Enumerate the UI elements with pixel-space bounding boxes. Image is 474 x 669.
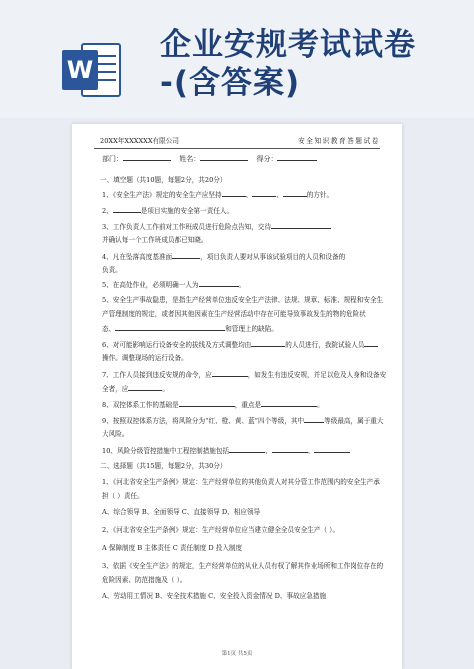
answer-blank[interactable] [199, 280, 239, 287]
answer-blank[interactable] [271, 222, 331, 229]
company-header: 20XX年XXXXXX有限公司 [100, 137, 179, 145]
section-fill-in: 一、填空题（共10题，每题2分，共20分） [100, 176, 227, 184]
q6-text: 态、 [102, 325, 116, 333]
page-title [160, 26, 416, 102]
answer-blank[interactable] [251, 340, 285, 347]
dept-field[interactable] [123, 154, 171, 161]
word-document-icon [62, 42, 122, 98]
q9-tail: 。 [317, 401, 324, 409]
q10-text: 9、按照双控体系方法，将风险分为“红、橙、黄、蓝”四个等级，其中 [102, 417, 305, 425]
q3-text: 3、工作负责人工作前对工作班成员进行危险点告知，交待 [102, 223, 272, 231]
name-label: 姓名： [179, 155, 201, 163]
answer-blank[interactable] [212, 370, 248, 377]
section-choice: 二、选择题（共15题，每题2分，共30分） [100, 462, 227, 470]
q2-text: 是项目实施的安全第一责任人。 [140, 207, 234, 215]
question-7-cont: 操作。调整现场的运行设备。 [102, 354, 188, 362]
q8-text: 7、工作人员接到违反安规的命令，应 [102, 371, 212, 379]
q8-tail: 。 [162, 385, 169, 393]
question-4-cont: 负责。 [102, 266, 122, 274]
choice-2: 2、《河北省安全生产条例》规定：生产经营单位应当建立健全全员安全生产（ ）。 [102, 526, 340, 534]
dept-label: 部门： [102, 155, 123, 163]
question-5 [102, 280, 245, 290]
q2-num: 2、 [102, 207, 113, 215]
q10-text-2: 等级最高，属于重大 [324, 417, 384, 425]
answer-blank[interactable] [115, 324, 225, 331]
question-9 [102, 400, 324, 410]
q11-text: 10、风险分级管控措施中工程控制措施包括 [102, 447, 230, 455]
question-10 [102, 416, 384, 426]
choice-3: 3、依据《安全生产法》的规定，生产经营单位的从业人员有权了解其作业场所和工作岗位存在的 [102, 562, 384, 570]
q8-text-2: ，如发生有违反安规，并足以危及人身和设备安 [247, 371, 387, 379]
answer-blank[interactable] [314, 446, 350, 453]
title-line-2: -(含答案) [160, 65, 301, 101]
q9-text: 8、双控体系工作的基础是 [102, 401, 179, 409]
page-number: 第1页 共5页 [221, 651, 253, 657]
q7-text: 6、对可能影响运行设备安全的拔线及方式调整均由 [102, 341, 252, 349]
q6-tail: 和管理上的缺陷。 [225, 325, 278, 333]
title-line-1: 企业安规考试试卷 [160, 27, 416, 63]
score-label: 得分： [256, 155, 278, 163]
answer-blank[interactable] [364, 340, 378, 347]
score-field[interactable] [277, 154, 317, 161]
header-rule [94, 148, 380, 149]
choice-3-cont: 危险因素、防范措施及（ ）。 [102, 576, 187, 584]
answer-blank[interactable] [272, 446, 308, 453]
choice-1: 1、《河北省安全生产条例》规定：生产经营单位的其他负责人对其分管工作范围内的安全生产承 [102, 478, 380, 486]
question-4 [102, 252, 345, 262]
word-icon-letter: W [66, 56, 94, 84]
q7-text-2: 的人员进行，我院试验人员 [285, 341, 365, 349]
banner [0, 0, 474, 118]
question-1: 1、《安全生产法》规定的安全生产应坚持 、 、 的方针。 [102, 191, 334, 199]
question-6: 5、安全生产事故隐患，是指生产经营单位违反安全生产法律、法规、规章、标准、规程和安全生 [102, 296, 384, 304]
exam-header: 安全知识教育答题试卷 [298, 137, 380, 145]
question-10-cont: 大风险。 [102, 430, 129, 438]
q4-text: 4、凡在坠落高度基准面 [102, 253, 173, 261]
question-11: 10、风险分级管控措施中工程控制措施包括 、 、 [102, 446, 350, 456]
question-3 [102, 222, 331, 232]
question-8 [102, 370, 386, 380]
answer-blank[interactable] [261, 400, 317, 407]
answer-blank[interactable] [179, 400, 235, 407]
question-7 [102, 340, 378, 350]
question-3-cont: 并确认每一个工作班成员都已知晓。 [102, 236, 208, 244]
answer-blank[interactable] [113, 206, 141, 213]
q4-text-2: ，项目负责人要对从事该试验项目的人员和设备的 [200, 253, 346, 261]
name-field[interactable] [200, 154, 248, 161]
answer-blank[interactable] [172, 252, 200, 259]
document-page [72, 124, 402, 669]
choice-3-options: A、劳动用工情况 B、安全技术措施 C、安全投入资金情况 D、事故应急措施 [102, 592, 327, 600]
choice-1-cont: 担（ ）责任。 [102, 492, 144, 500]
q5-tail: 。 [238, 281, 246, 289]
question-2 [102, 206, 233, 216]
choice-1-options: A、综合领导 B、全面领导 C、直接领导 D、相应领导 [102, 508, 261, 516]
answer-blank[interactable] [283, 190, 307, 197]
q9-text-2: ，重点是 [234, 401, 262, 409]
info-row [102, 154, 317, 164]
answer-blank[interactable] [128, 384, 162, 391]
answer-blank[interactable] [304, 416, 324, 423]
q5-text: 5、在高处作业，必须明确一人为 [102, 281, 199, 289]
q8-text-3: 全者，应 [102, 385, 129, 393]
question-6-cont-2 [102, 324, 278, 334]
question-6-cont: 产管理制度的规定，或者因其他因素在生产经营活动中存在可能导致事故发生的物的危险状 [102, 310, 366, 318]
answer-blank[interactable] [252, 190, 276, 197]
q1-text: 1、《安全生产法》规定的安全生产应坚持 [102, 191, 222, 199]
q1-tail: 的方针。 [306, 191, 334, 199]
answer-blank[interactable] [222, 190, 246, 197]
answer-blank[interactable] [229, 446, 265, 453]
question-8-cont [102, 384, 169, 394]
choice-2-options: A 保障制度 B 主体责任 C 责任制度 D 投入制度 [102, 544, 243, 552]
